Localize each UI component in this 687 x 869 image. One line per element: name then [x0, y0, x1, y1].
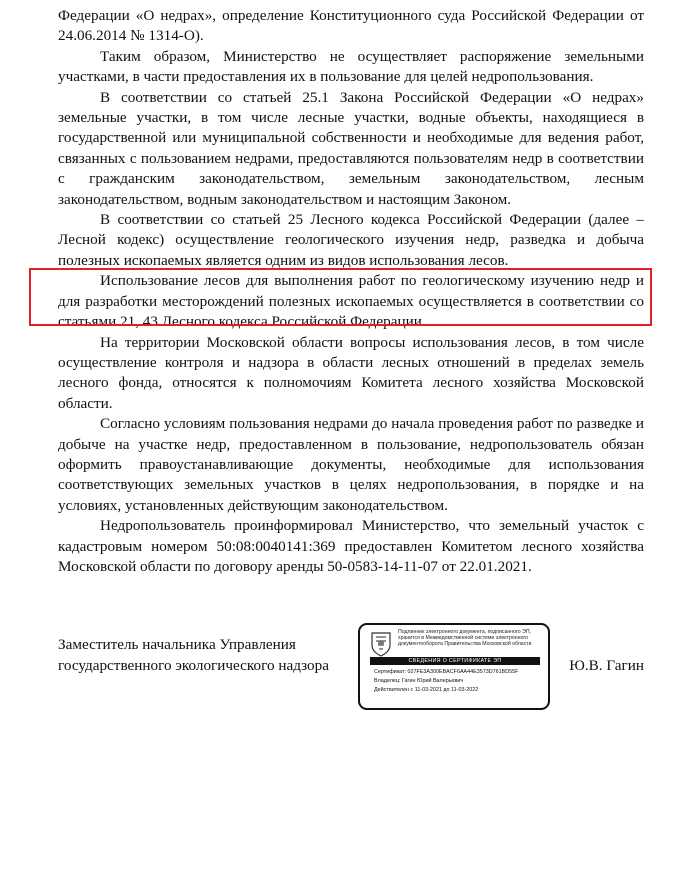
- signatory-name: Ю.В. Гагин: [569, 657, 644, 674]
- signatory-title-line2: государственного экологического надзора: [58, 657, 329, 674]
- certificate-owner: Владелец: Гагин Юрий Валерьевич: [374, 678, 464, 684]
- highlight-box: [29, 268, 652, 326]
- certificate-validity: Действителен с 11-03-2021 до 11-03-2022: [374, 687, 479, 693]
- certificate-number: Сертификат: 027FE3A300EBACF6AA44E3573D761BD55F: [374, 669, 519, 675]
- paragraph-law-reference: Федерации «О недрах», определение Конституционного суда Российской Федерации от 24.06.2014 № 1314-О).: [58, 7, 644, 45]
- paragraph-usage-conditions: Согласно условиям пользования недрами до начала проведения работ по разведке и добыче на участке недр, предоставленном в пользование, недропользователь обязан оформить правоустанавливающие документы, необходимые для использования соответствующих земельных участков в целях недропользования, в порядке и на условиях, установленных действующим законодательством.: [58, 415, 644, 514]
- paragraph-moscow-region: На территории Московской области вопросы использования лесов, в том числе осуществление контроля и надзора в области лесных отношений в пределах земель лесного фонда, относятся к полномочиям Комитета лесного хозяйства Московской области.: [58, 333, 644, 412]
- signatory-title: [58, 634, 329, 676]
- coat-of-arms-icon: [370, 631, 392, 657]
- paragraph-forest-code-article-25: В соответствии со статьей 25 Лесного кодекса Российской Федерации (далее – Лесной кодекс) осуществление геологического изучения недр, разведка и добыча полезных ископаемых является одним из видов использования лесов.: [58, 211, 644, 269]
- stamp-bar: СВЕДЕНИЯ О СЕРТИФИКАТЕ ЭП: [370, 657, 540, 665]
- signatory-title-line1: Заместитель начальника Управления: [58, 636, 296, 653]
- paragraph-lease-info: Недропользователь проинформировал Министерство, что земельный участок с кадастровым номером 50:08:0040141:369 предоставлен Комитетом лесного хозяйства Московской области по договору аренды 50-0583-14-11-07 от 22.01.2021.: [58, 517, 644, 575]
- paragraph-forest-use: Использование лесов для выполнения работ по геологическому изучению недр и для разработки месторождений полезных ископаемых осуществляется в соответствии со статьями 21, 43 Лесного кодекса Российской Федерации.: [58, 272, 644, 331]
- electronic-signature-stamp: [358, 623, 550, 710]
- paragraph-ministry-conclusion: Таким образом, Министерство не осуществляет распоряжение земельными участками, в части предоставления их в пользование для целей недропользования.: [58, 47, 644, 86]
- signature-block: [58, 629, 644, 724]
- paragraph-article-25-1: В соответствии со статьей 25.1 Закона Российской Федерации «О недрах» земельные участки, в том числе лесные участки, водные объекты, находящиеся в государственной или муниципальной собственности и необходимые для ведения работ, связанных с пользованием недрами, предоставляются пользователям недр в соответствии с гражданским законодательством, земельным законодательством, лесным законодательством, водным законодательством и настоящим Законом.: [58, 88, 644, 208]
- stamp-header: Подлинник электронного документа, подписанного ЭП, хранится в Межведомственной системе электронного документооборота Правительства Московской области: [398, 629, 532, 648]
